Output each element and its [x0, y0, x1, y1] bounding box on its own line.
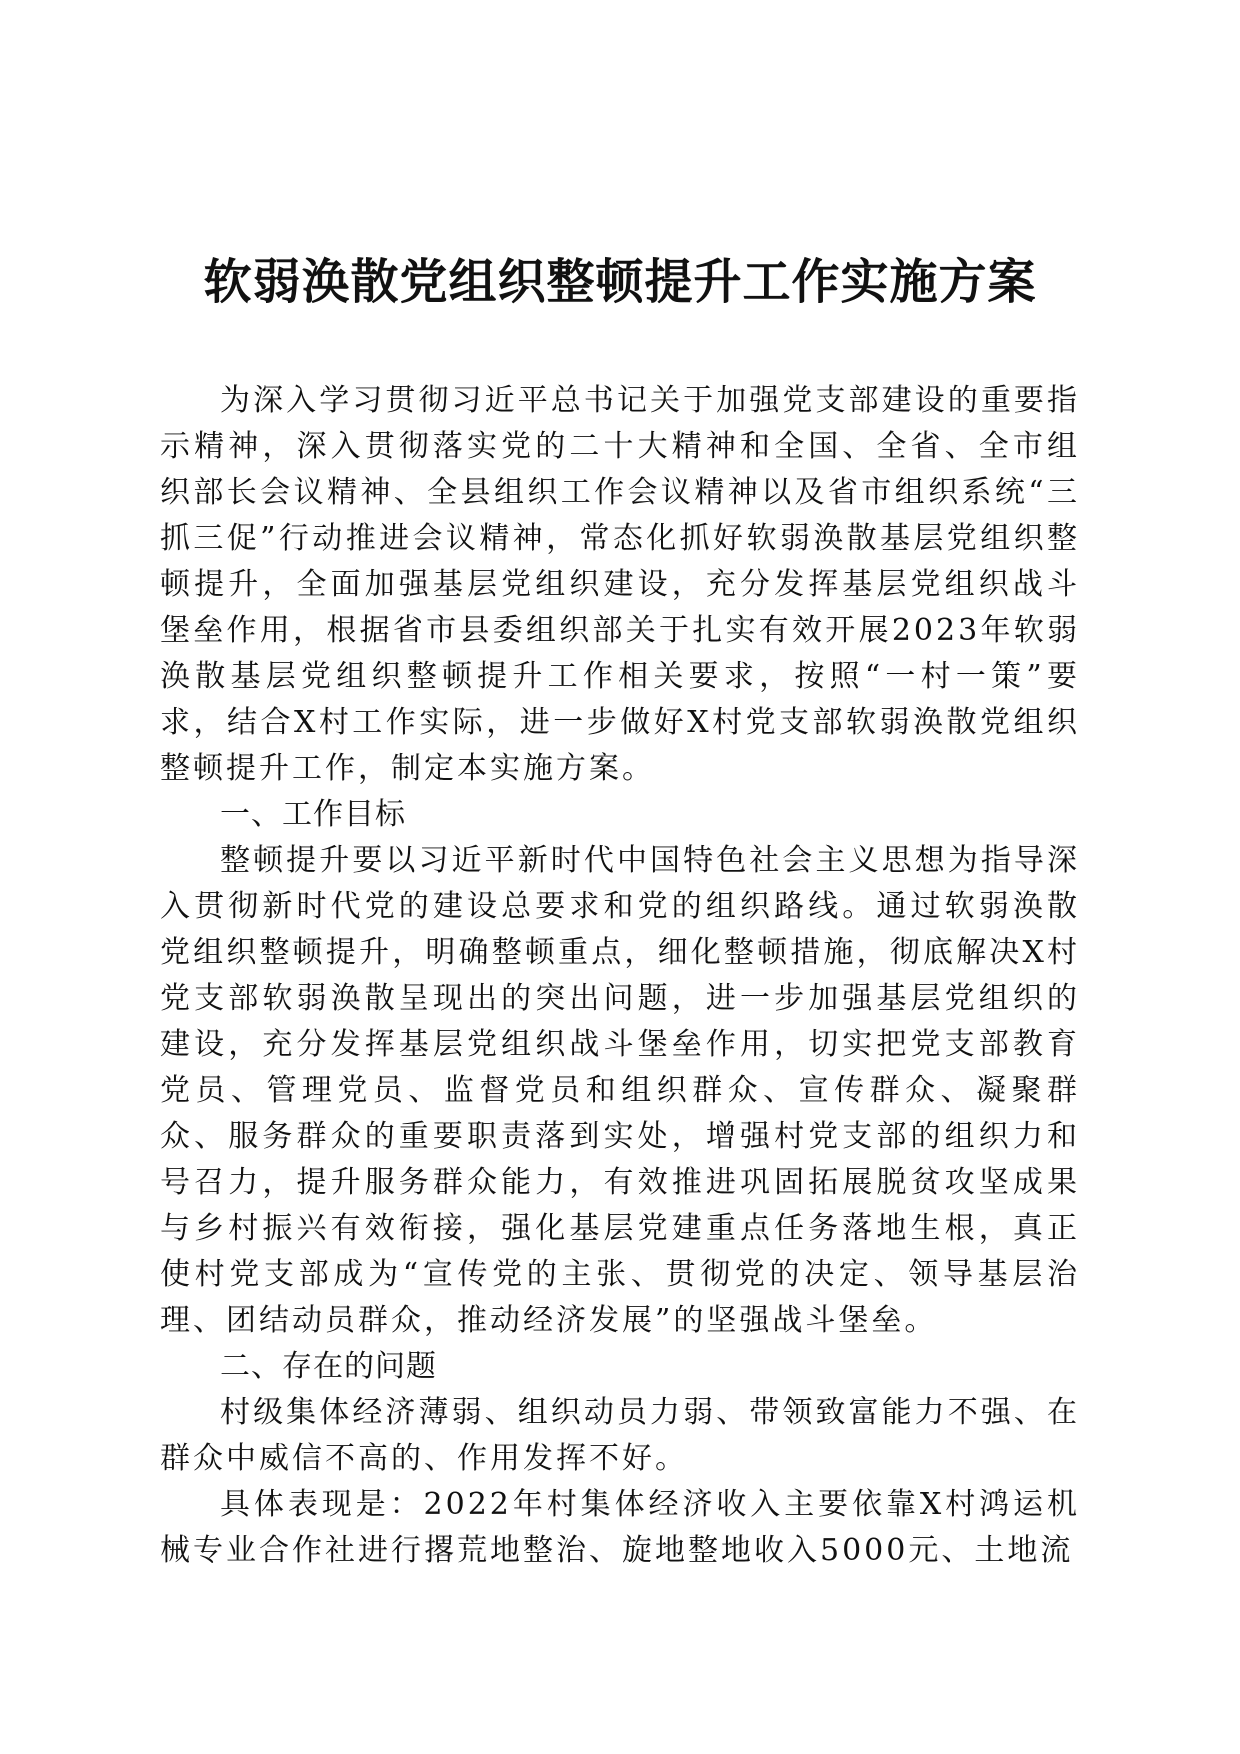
section-heading-existing-problems: 二、存在的问题: [220, 1349, 437, 1384]
intro-paragraph: 为深入学习贯彻习近平总书记关于加强党支部建设的重要指示精神，深入贯彻落实党的二十大精神和全国、全省、全市组织部长会议精神、全县组织工作会议精神以及省市组织系统“三抓三促”行动推进会议精神，常态化抓好软弱涣散基层党组织整顿提升，全面加强基层党组织建设，充分发挥基层党组织战斗堡垒作用，根据省市县委组织部关于扎实有效开展2023年软弱涣散基层党组织整顿提升工作相关要求，按照“一村一策”要求，结合X村工作实际，进一步做好X村党支部软弱涣散党组织整顿提升工作，制定本实施方案。: [160, 383, 1080, 786]
problems-summary-paragraph: 村级集体经济薄弱、组织动员力弱、带领致富能力不强、在群众中威信不高的、作用发挥不好。: [160, 1395, 1080, 1476]
document-title: 软弱涣散党组织整顿提升工作实施方案: [203, 254, 1037, 310]
document-body: [160, 378, 1080, 1574]
section-heading-work-goals: 一、工作目标: [220, 797, 406, 832]
work-goals-paragraph: 整顿提升要以习近平新时代中国特色社会主义思想为指导深入贯彻新时代党的建设总要求和党的组织路线。通过软弱涣散党组织整顿提升，明确整顿重点，细化整顿措施，彻底解决X村党支部软弱涣散呈现出的突出问题，进一步加强基层党组织的建设，充分发挥基层党组织战斗堡垒作用，切实把党支部教育党员、管理党员、监督党员和组织群众、宣传群众、凝聚群众、服务群众的重要职责落到实处，增强村党支部的组织力和号召力，提升服务群众能力，有效推进巩固拓展脱贫攻坚成果与乡村振兴有效衔接，强化基层党建重点任务落地生根，真正使村党支部成为“宣传党的主张、贯彻党的决定、领导基层治理、团结动员群众，推动经济发展”的坚强战斗堡垒。: [160, 843, 1080, 1338]
problems-detail-paragraph: 具体表现是：2022年村集体经济收入主要依靠X村鸿运机械专业合作社进行撂荒地整治、旋地整地收入5000元、土地流: [160, 1487, 1080, 1568]
